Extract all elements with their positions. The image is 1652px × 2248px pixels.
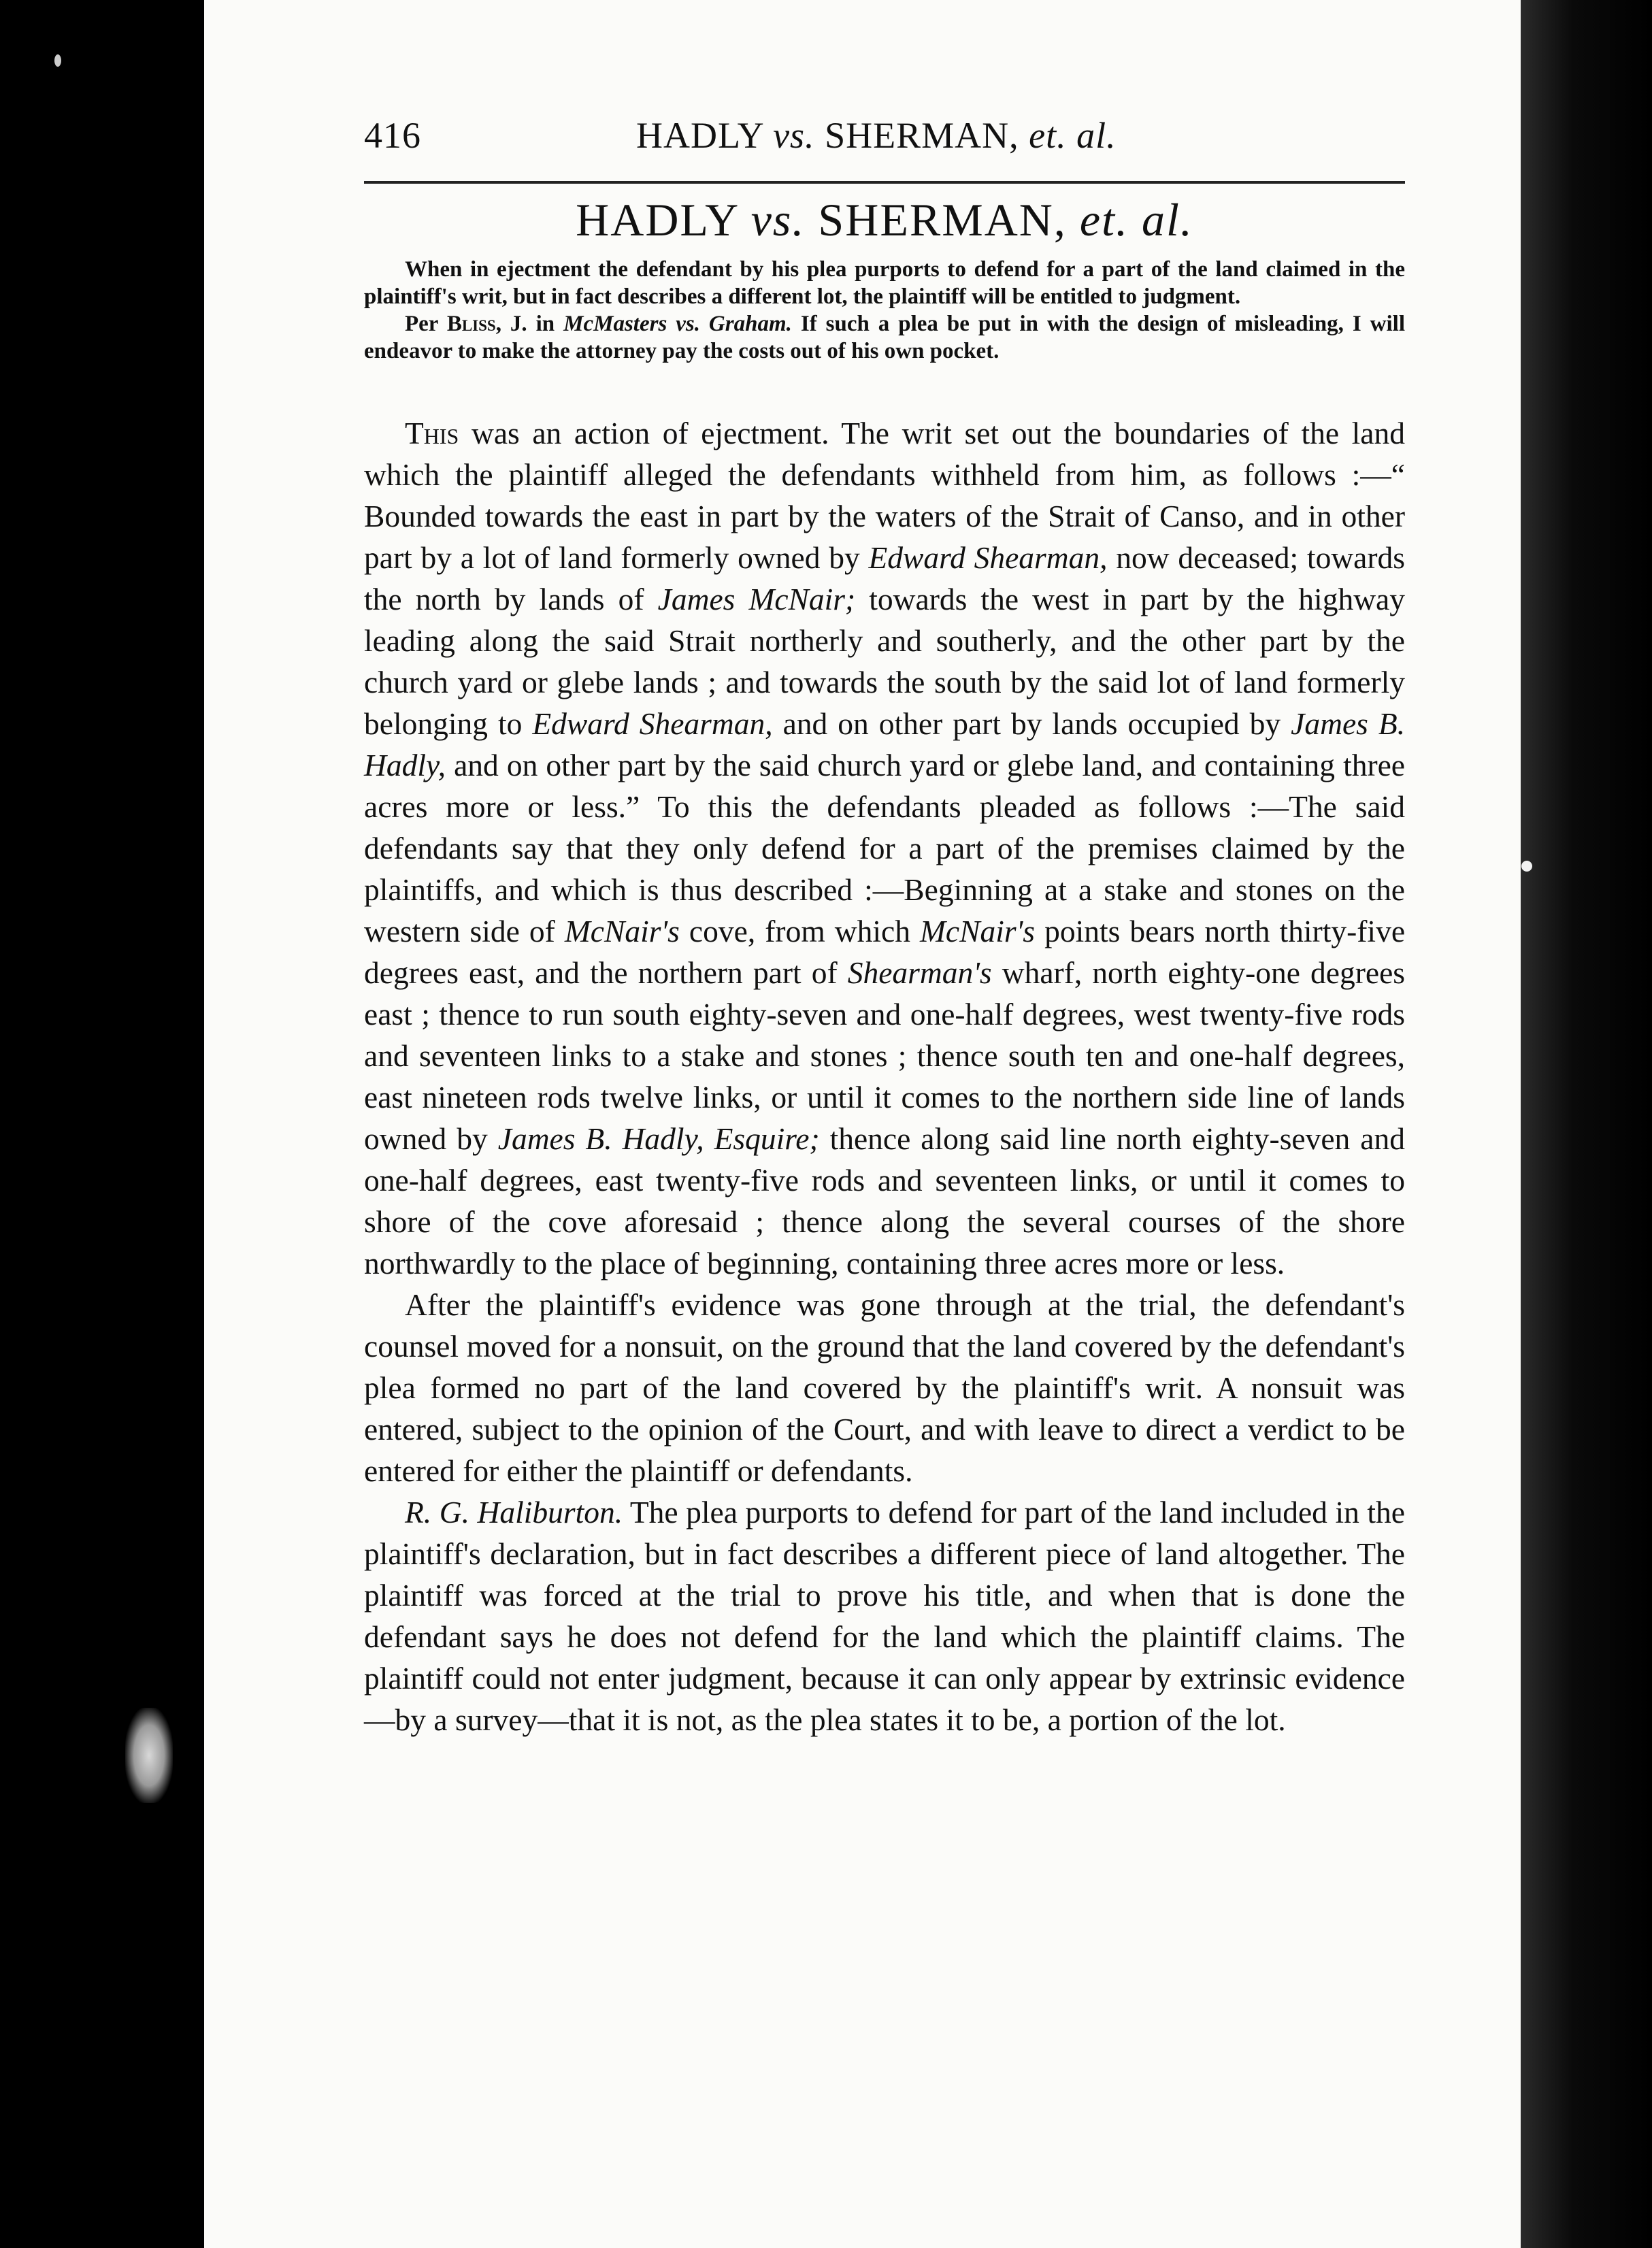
body-text-run: cove, from which (679, 914, 921, 948)
case-title-part: et. al. (1079, 194, 1193, 246)
place-name: McNair's (564, 914, 680, 948)
running-title-part: SHERMAN, (814, 115, 1029, 156)
lead-word: This (405, 416, 459, 450)
body-text-run: The plea purports to defend for part of the land included in the plaintiff's declaration, but in fact describes a different piece of land altogether. The plaintiff was forced at the trial to prove his title, and when that is done the defendant says he does not defend for the land which the plaintiff claims. The plaintiff could not enter judgment, because it can only appear by extrinsic evidence—by a survey—that it is not, as the plea states it to be, a portion of the lot. (364, 1495, 1405, 1737)
body-text-run: was an action of ejectment. The writ set out the boundaries of the land which the plaintiff alleged the defendants withheld from him, as follows :—“ Bounded towards the east in part by the waters of the Strait of Canso, and in other part by a lot of land formerly owned by (364, 416, 1405, 575)
headnote-paragraph: When in ejectment the defendant by his plea purports to defend for a part of the land claimed in the plaintiff's writ, but in fact describes a different lot, the plaintiff will be entitled to judgment. (364, 257, 1405, 309)
party-name: James B. Hadly, (364, 706, 1406, 782)
headnote-text: If such a plea be put in with the design of misleading, I will endeavor to make the attorney pay the costs out of his own pocket. (364, 312, 1406, 363)
place-name: McNair's (920, 914, 1036, 948)
running-title-part: vs. (773, 115, 815, 156)
party-name: Edward Shearman, (868, 540, 1108, 575)
party-name: James McNair; (657, 582, 856, 616)
header-rule (364, 181, 1405, 184)
headnote-paragraph (364, 310, 1405, 365)
case-title-part: HADLY (576, 194, 751, 246)
running-title-part: HADLY (636, 115, 774, 156)
party-name: James B. Hadly, Esquire; (497, 1121, 820, 1156)
scan-speck (1521, 861, 1532, 872)
page-number: 416 (364, 115, 421, 156)
place-name: Shearman's (847, 955, 992, 990)
headnote-text: Per (405, 312, 447, 336)
book-gutter-shadow (1521, 0, 1652, 2248)
body-paragraph: After the plaintiff's evidence was gone through at the trial, the defendant's counsel moved for a nonsuit, on the ground that the land covered by the defendant's plea formed no part of the land covered by the plaintiff's writ. A nonsuit was entered, subject to the opinion of the Court, and with leave to direct a verdict to be entered for either the plaintiff or defendants. (364, 1287, 1405, 1488)
body-text-run: towards the west in part by the highway leading along the said Strait northerly and southerly, and the other part by the church yard or glebe lands ; and towards the south by the said lot of land formerly belonging to (364, 582, 1406, 741)
body-text-run: and on other part by the said church yard or glebe land, and containing three acres more or less.” To this the defendants pleaded as follows :—The said defendants say that they only defend for a part of the premises claimed by the plaintiffs, and which is thus described :—Beginning at a stake and stones on the western side of (364, 748, 1405, 948)
headnote (364, 256, 1405, 365)
opinion-body (364, 412, 1405, 1740)
page-edge-stain (125, 1708, 173, 1803)
party-name: Edward Shearman, (532, 706, 773, 741)
scan-speck (54, 54, 61, 67)
body-text-run: now deceased; towards the north by lands of (364, 540, 1405, 616)
running-title (636, 114, 1117, 156)
body-paragraph (364, 412, 1405, 1284)
headnote-text: , J. in (495, 312, 564, 336)
case-citation: McMasters vs. Graham. (563, 312, 792, 336)
body-text-run: wharf, north eighty-one degrees east ; thence to run south eighty-seven and one-half degrees, west twenty-five rods and seventeen links to a stake and stones ; thence south ten and one-half degrees, east nineteen rods twelve links, or until it comes to the northern side line of lands owned by (364, 955, 1406, 1156)
judge-name: Bliss (446, 312, 496, 336)
body-text-run: points bears north thirty-five degrees east, and the northern part of (364, 914, 1406, 990)
case-title-part: vs. (750, 194, 806, 246)
running-title-part: et. al. (1029, 115, 1117, 156)
case-title (364, 193, 1405, 247)
counsel-name: R. G. Haliburton. (405, 1495, 623, 1530)
case-title-part: SHERMAN, (805, 194, 1080, 246)
body-text-run: and on other part by lands occupied by (772, 706, 1291, 741)
body-paragraph (364, 1491, 1405, 1740)
running-header (364, 114, 1405, 169)
body-text-run: thence along said line north eighty-seven and one-half degrees, east twenty-five rods and seventeen links, or until it comes to shore of the cove aforesaid ; thence along the several courses of the shore northwardly to the place of beginning, containing three acres more or less. (364, 1121, 1405, 1280)
